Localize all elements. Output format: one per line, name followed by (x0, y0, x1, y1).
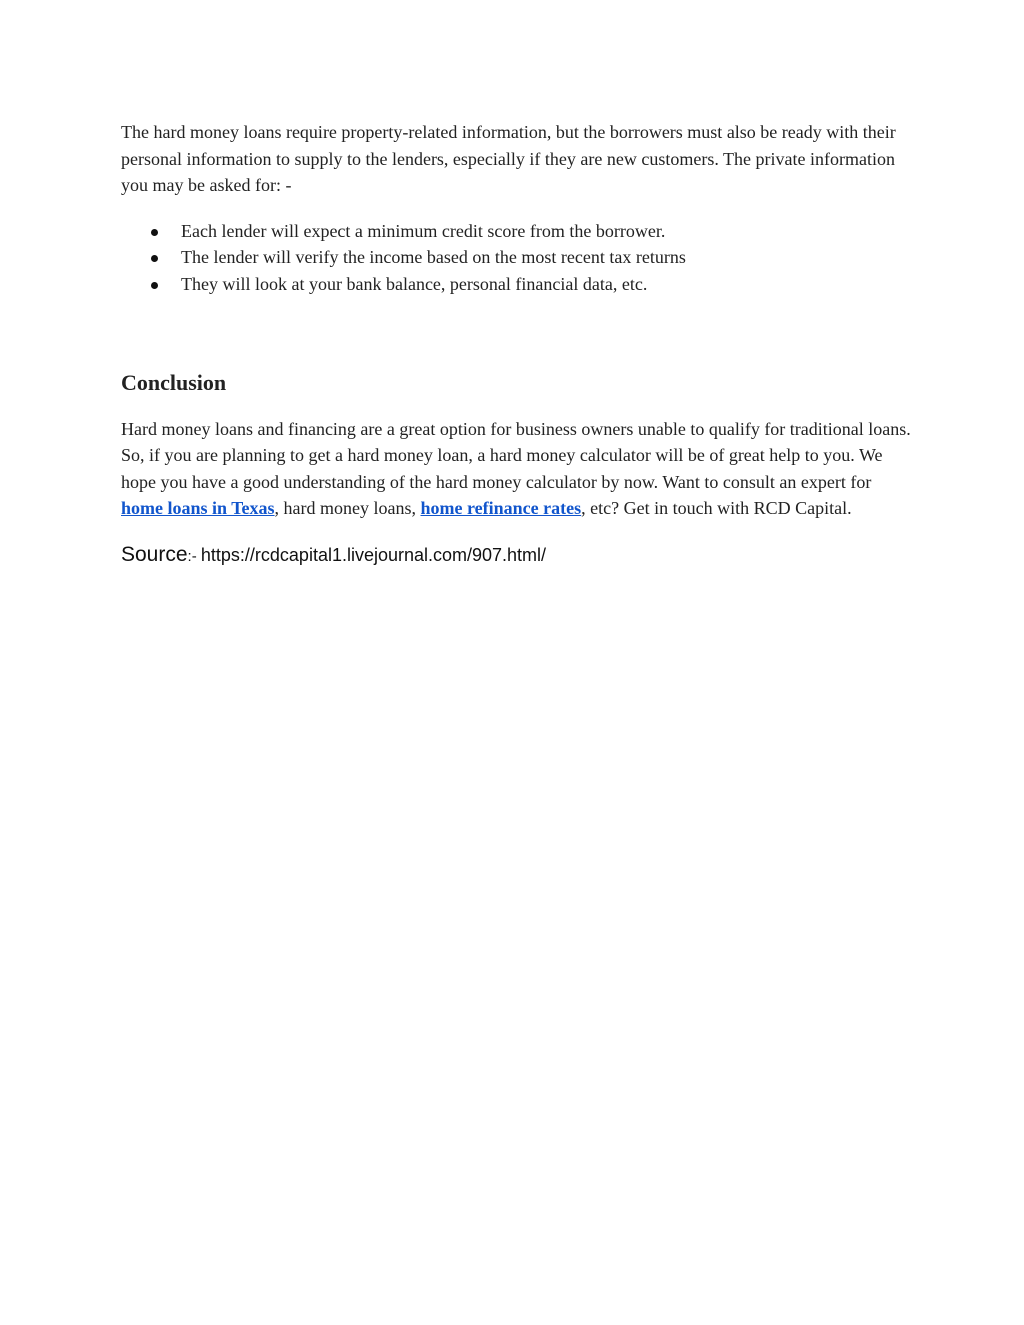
source-url: https://rcdcapital1.livejournal.com/907.html/ (200, 544, 547, 565)
document-page (121, 119, 911, 570)
conclusion-paragraph (121, 416, 911, 522)
conclusion-text-part2: , hard money loans, (274, 498, 421, 519)
list-item (148, 271, 911, 298)
conclusion-text-part1: Hard money loans and financing are a great option for business owners unable to qualify for traditional loans. So, if you are planning to get a hard money loan, a hard money calculator will be of great help to you. We hope you have a good understanding of the hard money calculator by now. Want to consult an expert for (121, 418, 911, 492)
intro-paragraph: The hard money loans require property-related information, but the borrowers must also be ready with their personal information to supply to the lenders, especially if they are new customers. The private information you may be asked for: - (121, 122, 896, 196)
source-separator: :- (187, 547, 201, 565)
conclusion-heading: Conclusion (121, 369, 227, 395)
home-refinance-rates-link[interactable]: home refinance rates (420, 498, 582, 519)
list-item (148, 244, 911, 271)
conclusion-text-part3: , etc? Get in touch with RCD Capital. (581, 498, 852, 519)
bullet-icon (151, 282, 158, 289)
info-bullet-list (121, 218, 911, 298)
source-line (121, 542, 911, 570)
source-label: Source (121, 542, 188, 566)
list-item-text: Each lender will expect a minimum credit score from the borrower. (181, 220, 666, 241)
list-item-text: The lender will verify the income based on the most recent tax returns (181, 247, 686, 268)
bullet-icon (151, 255, 158, 262)
list-item-text: They will look at your bank balance, personal financial data, etc. (181, 273, 648, 294)
bullet-icon (151, 229, 158, 236)
list-item (148, 218, 911, 245)
home-loans-texas-link[interactable]: home loans in Texas (121, 498, 275, 519)
